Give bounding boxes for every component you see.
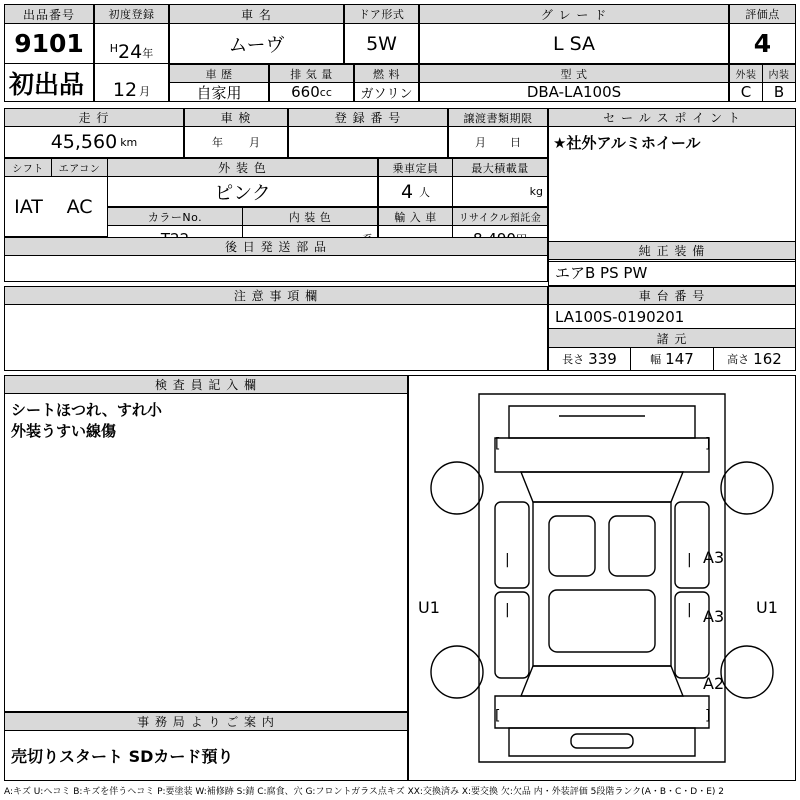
chassis-value	[548, 305, 796, 329]
transfer-day-unit: 日	[510, 136, 521, 149]
mileage-label: 走 行	[4, 108, 184, 127]
displacement-value	[269, 83, 354, 102]
shift-label: シフト	[4, 158, 52, 177]
exterior-grade: C	[740, 83, 752, 101]
office-notice	[4, 731, 408, 781]
length-label: 長さ	[562, 353, 585, 366]
transfer-value	[448, 127, 548, 158]
model-value	[419, 83, 729, 102]
bracket-right-rear: ]	[705, 708, 711, 724]
damage-code-u1-left-text: U1	[418, 598, 440, 617]
genuine-equip-value	[548, 260, 796, 286]
inspector-line-2: 外装うすい線傷	[11, 422, 117, 440]
shift-value: IAT	[14, 195, 43, 218]
interior-grade: B	[773, 83, 785, 101]
lot-label: 出品番号	[4, 4, 94, 24]
transfer-label: 譲渡書類期限	[448, 108, 548, 127]
car-name-value	[169, 24, 344, 64]
damage-code-u1-right-text: U1	[756, 598, 778, 617]
chassis-label: 車 台 番 号	[548, 286, 796, 305]
office-label: 事 務 局 よ り ご 案 内	[4, 712, 408, 731]
car-diagram-svg	[409, 376, 795, 780]
office-text: 売切りスタート SDカード預り	[11, 747, 234, 766]
regno-value	[288, 127, 448, 158]
exterior-grade-label: 外装	[729, 64, 763, 83]
sales-point-label: セ ー ル ス ポ イ ン ト	[548, 108, 796, 127]
spec-length	[548, 348, 631, 371]
chassis-number: LA100S-0190201	[555, 307, 685, 326]
first-exhibit-label: 初出品	[9, 69, 85, 99]
interior-color-label: 内 装 色	[243, 207, 378, 226]
door-value	[344, 24, 419, 64]
score: 4	[753, 29, 772, 58]
damage-code-a2-text: A2	[703, 674, 725, 693]
fuel: ガソリン	[360, 86, 413, 102]
damage-tick-2: |	[505, 602, 510, 618]
damage-code-a3-upper-text: A3	[703, 548, 725, 567]
damage-code-a3-lower	[703, 607, 737, 629]
load-value	[453, 177, 548, 207]
history-value	[169, 83, 269, 102]
exterior-grade-value	[729, 83, 763, 102]
lot-number	[4, 24, 94, 64]
inspector-label: 検 査 員 記 入 欄	[4, 375, 408, 394]
door-label: ドア形式	[344, 4, 419, 24]
fuel-value	[354, 83, 419, 102]
displacement-unit: cc	[319, 85, 332, 99]
exterior-color-value	[108, 177, 378, 207]
registration-month: 12	[112, 79, 138, 101]
exterior-color: ピンク	[214, 182, 271, 204]
registration-month-cell	[94, 64, 169, 102]
displacement-label: 排 気 量	[269, 64, 354, 83]
bracket-left-front: [	[495, 436, 501, 452]
seats-value	[378, 177, 453, 207]
regno-label: 登 録 番 号	[288, 108, 448, 127]
inspector-line-1: シートほつれ、すれ小	[11, 401, 162, 419]
interior-grade-label: 内装	[763, 64, 796, 83]
registration-value	[94, 24, 169, 64]
height-label: 高さ	[727, 353, 750, 366]
registration-month-unit: 月	[139, 85, 151, 98]
model-label: 型 式	[419, 64, 729, 83]
grade-value	[419, 24, 729, 64]
later-parts-value	[4, 256, 548, 282]
bracket-left-rear: [	[495, 708, 501, 724]
notes-value	[4, 305, 548, 371]
history-label: 車 歴	[169, 64, 269, 83]
width-label: 幅	[650, 353, 662, 366]
width-value: 147	[665, 350, 694, 368]
score-value	[729, 24, 796, 64]
mileage-value	[4, 127, 184, 158]
notes-label: 注 意 事 項 欄	[4, 286, 548, 305]
damage-tick-4: |	[687, 602, 692, 618]
shaken-month-unit: 月	[249, 136, 260, 149]
registration-label: 初度登録	[94, 4, 169, 24]
mileage-unit: km	[120, 135, 138, 149]
seats-label: 乗車定員	[378, 158, 453, 177]
car-name: ムーヴ	[228, 34, 285, 56]
shift-ac-value	[4, 177, 108, 237]
lot-number-value: 9101	[14, 29, 84, 58]
history: 自家用	[196, 83, 242, 102]
later-parts-label: 後 日 発 送 部 品	[4, 237, 548, 256]
model: DBA-LA100S	[526, 83, 622, 101]
shaken-label: 車 検	[184, 108, 288, 127]
ac-value: AC	[66, 195, 93, 218]
damage-code-a2	[703, 674, 737, 696]
damage-code-a3-upper	[703, 548, 737, 570]
first-exhibit	[4, 64, 94, 102]
score-label: 評価点	[729, 4, 796, 24]
legend	[4, 784, 800, 797]
legend-text: A:キズ U:ヘコミ B:キズを伴うヘコミ P:要塗装 W:補修跡 S:錆 C:腐食、穴 G:フロントガラス点キズ XX:交換済み X:要交換 欠:欠品 内・外装評価 5段階ランク(A・B・C・D・E) 2	[4, 787, 725, 797]
damage-code-a3-lower-text: A3	[703, 607, 725, 626]
displacement: 660	[291, 83, 320, 101]
damage-tick-1: |	[505, 552, 510, 568]
transfer-month-unit: 月	[475, 136, 486, 149]
registration-era: H	[109, 42, 119, 55]
inspector-notes	[4, 394, 408, 712]
registration-year: 24	[118, 41, 143, 63]
exterior-color-label: 外 装 色	[108, 158, 378, 177]
length-value: 339	[588, 350, 617, 368]
car-name-label: 車 名	[169, 4, 344, 24]
mileage: 45,560	[50, 131, 118, 153]
bracket-right-front: ]	[705, 436, 711, 452]
sales-point-text: ★社外アルミホイール	[553, 134, 701, 152]
seats-unit: 人	[419, 185, 431, 199]
grade-label: グ レ ー ド	[419, 4, 729, 24]
genuine-equipment: エアB PS PW	[555, 264, 648, 282]
door-type: 5W	[366, 32, 397, 55]
interior-grade-value	[763, 83, 796, 102]
car-diagram	[408, 375, 796, 781]
shaken-value	[184, 127, 288, 158]
load-unit: kg	[529, 185, 543, 198]
damage-code-u1-right	[756, 598, 790, 620]
damage-tick-3: |	[687, 552, 692, 568]
load-label: 最大積載量	[453, 158, 548, 177]
genuine-equip-label: 純 正 装 備	[548, 241, 796, 260]
spec-height	[714, 348, 796, 371]
spec-width	[631, 348, 714, 371]
registration-year-unit: 年	[142, 47, 154, 60]
recycle-label: リサイクル預託金	[453, 207, 548, 226]
grade: L SA	[552, 32, 596, 55]
import-label: 輸 入 車	[378, 207, 453, 226]
color-no-label: カラーNo.	[108, 207, 243, 226]
spec-label: 諸 元	[548, 329, 796, 348]
damage-code-u1-left	[418, 598, 452, 620]
shaken-year-unit: 年	[212, 136, 223, 149]
fuel-label: 燃 料	[354, 64, 419, 83]
ac-label: エアコン	[52, 158, 108, 177]
height-value: 162	[753, 350, 782, 368]
seats: 4	[400, 180, 414, 203]
